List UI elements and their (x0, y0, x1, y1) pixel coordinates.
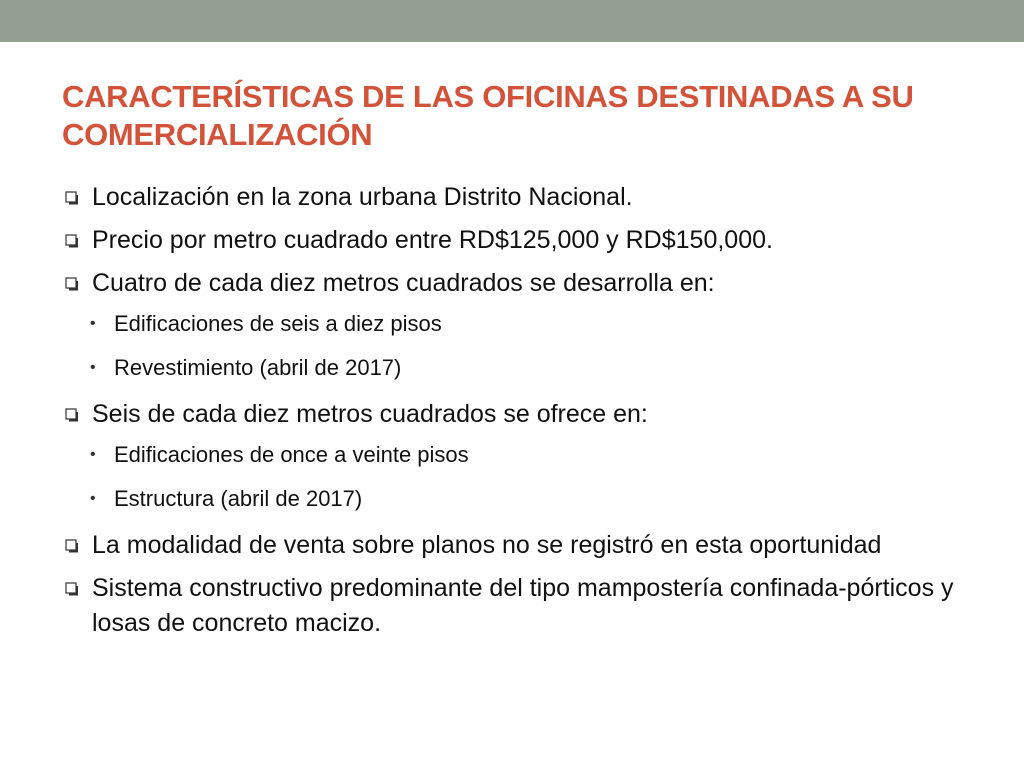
sub-list-item (62, 353, 962, 383)
bullet-icon: • (90, 359, 96, 376)
bullet-icon: • (90, 315, 96, 332)
checkbox-icon (65, 408, 80, 423)
item-text: Revestimiento (abril de 2017) (114, 355, 402, 380)
sub-list-item (62, 440, 962, 470)
item-text: Estructura (abril de 2017) (114, 486, 363, 511)
list-item (62, 266, 962, 301)
item-text: Cuatro de cada diez metros cuadrados se desarrolla en: (92, 269, 715, 297)
checkbox-icon (65, 277, 80, 292)
list-item (62, 223, 962, 258)
bullet-icon: • (90, 490, 96, 507)
top-accent-bar (0, 0, 1024, 42)
list-item (62, 528, 962, 563)
content-list (62, 180, 962, 649)
checkbox-icon (65, 191, 80, 206)
item-text: Precio por metro cuadrado entre RD$125,000 y RD$150,000. (92, 226, 773, 254)
checkbox-icon (65, 539, 80, 554)
checkbox-icon (65, 234, 80, 249)
item-text: Edificaciones de seis a diez pisos (114, 311, 442, 336)
item-text: Edificaciones de once a veinte pisos (114, 442, 469, 467)
sub-list-item (62, 309, 962, 339)
list-item (62, 397, 962, 432)
bullet-icon: • (90, 446, 96, 463)
list-item (62, 180, 962, 215)
item-text: Sistema constructivo predominante del tipo mampostería confinada-pórticos y losas de concreto macizo. (92, 574, 954, 637)
sub-list-item (62, 484, 962, 514)
slide-title: CARACTERÍSTICAS DE LAS OFICINAS DESTINADAS A SU COMERCIALIZACIÓN (62, 79, 914, 152)
list-item (62, 571, 962, 641)
item-text: Localización en la zona urbana Distrito Nacional. (92, 183, 633, 211)
checkbox-icon (65, 582, 80, 597)
item-text: La modalidad de venta sobre planos no se registró en esta oportunidad (92, 531, 882, 559)
item-text: Seis de cada diez metros cuadrados se ofrece en: (92, 400, 648, 428)
